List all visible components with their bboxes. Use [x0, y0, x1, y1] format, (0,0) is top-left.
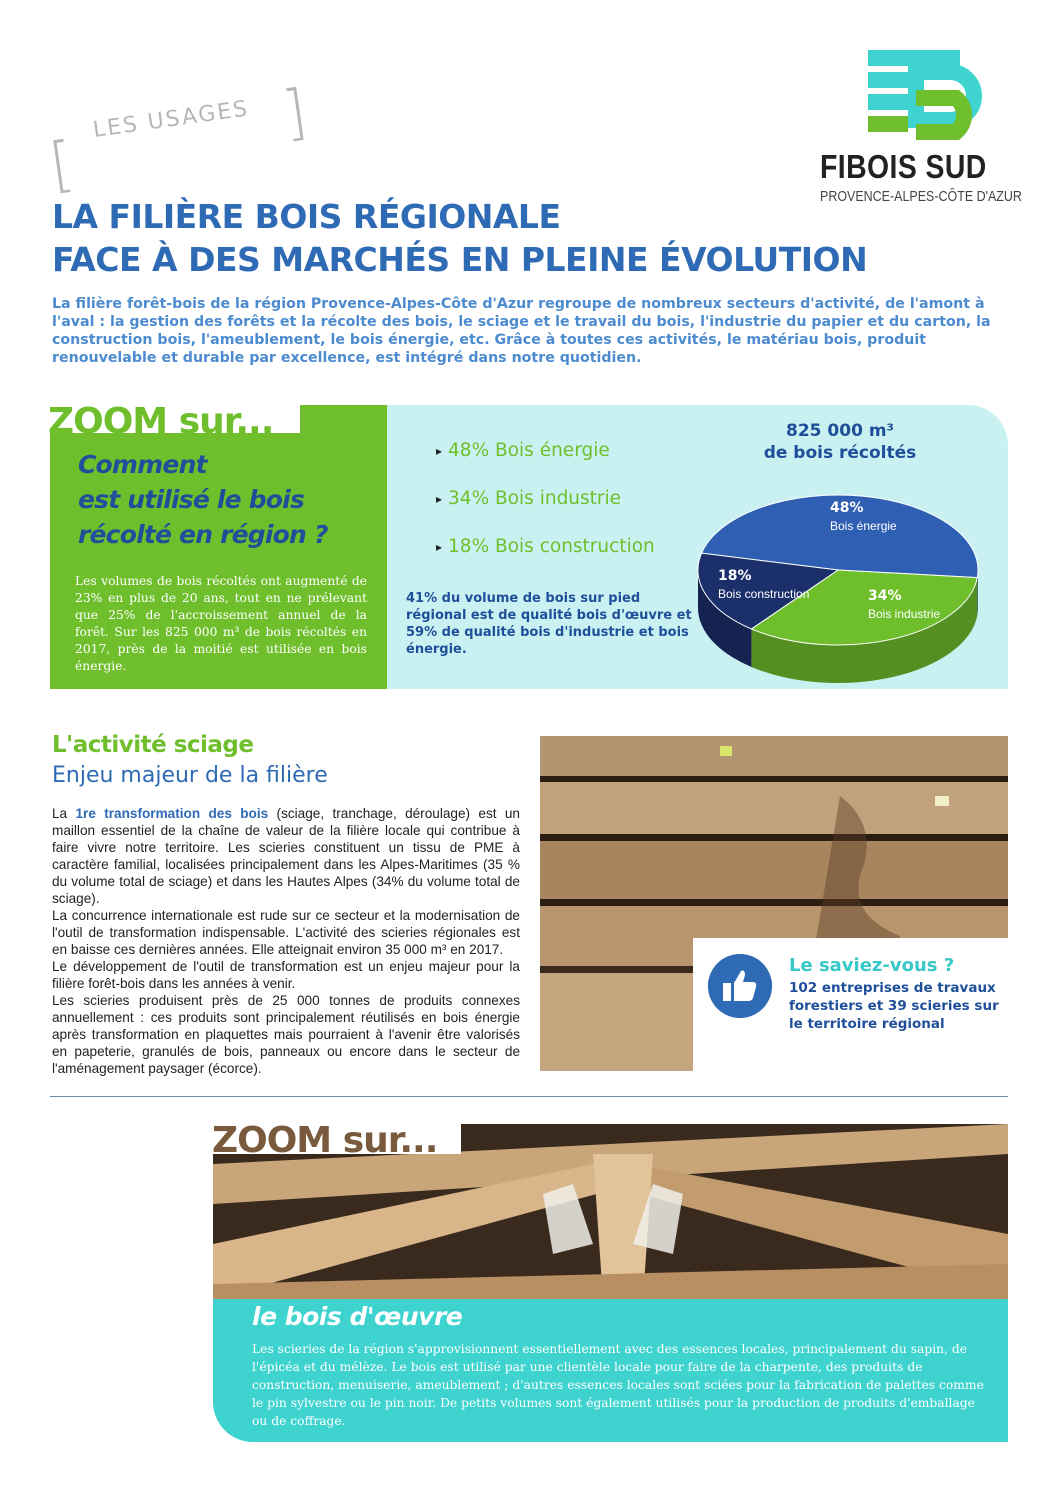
logo-name: FIBOIS SUD	[820, 148, 987, 185]
bullet-label: 48% Bois énergie	[448, 440, 610, 461]
zoom2-title: le bois d'œuvre	[252, 1302, 463, 1331]
pie-title-line2: de bois récoltés	[763, 443, 917, 463]
pie-category-label: Bois construction	[718, 587, 810, 601]
logo-subtitle: PROVENCE-ALPES-CÔTE D'AZUR	[820, 189, 1022, 205]
triangle-right-icon: ▸	[436, 540, 443, 554]
thumbs-up-icon	[708, 954, 772, 1018]
triangle-right-icon: ▸	[436, 444, 443, 458]
zoom1-question-line2: est utilisé le bois	[78, 485, 305, 514]
sciage-paragraph-2: La concurrence internationale est rude sur ce secteur et la modernisation de l'outil de transformation indispensable. L'activité des scieries régionales est en baisse ces dernières années. Elle atteignait environ 35 000 m³ en 2017.	[52, 908, 520, 957]
pie-title-line1: 825 000 m³	[786, 421, 894, 441]
bullet-item	[436, 440, 610, 461]
sciage-paragraph-1	[52, 805, 520, 907]
zoom1-question-line1: Comment	[78, 450, 207, 479]
pie-category-label: Bois industrie	[868, 607, 941, 621]
page-title	[52, 195, 867, 281]
sciage-p1-b: (sciage, tranchage, déroulage) est un maillon essentiel de la chaîne de valeur de la filière locale qui contribue à faire vivre notre territoire. Les scieries constituent un tissu de PME à caractère familial, localisées principalement dans les Alpes-Maritimes (35 % du volume total de sciage) et dans les Hautes Alpes (34% du volume total de sciage).	[52, 806, 520, 906]
did-you-know-text: 102 entreprises de travaux forestiers et 39 scieries sur le territoire régional	[789, 980, 999, 1032]
zoom2-paragraph: Les scieries de la région s'approvisionnent essentiellement avec des essences locales, principalement du sapin, de l'épicéa et du mélèze. Le bois est utilisé par une clientèle locale pour faire de la charpente, des produits de construction, menuiserie, ameublement ; d'autres essences locales sont sciées pour la fabrication de palettes comme le pin sylvestre ou le pin noir. De petits volumes sont également utilisés pour la production de produits d'emballage ou de coffrage.	[252, 1342, 984, 1428]
zoom1-paragraph: Les volumes de bois récoltés ont augmenté de 23% en plus de 20 ans, tout en ne prélevant que 25% de l'accroissement annuel de la forêt. Sur les 825 000 m³ de bois récoltés en 2017, près de la moitié est utilisée en bois énergie.	[75, 574, 367, 673]
pie-category-label: Bois énergie	[830, 519, 897, 533]
sciage-paragraph-3: Le développement de l'outil de transformation est un enjeu majeur pour la filière forêt-bois dans les années à venir.	[52, 959, 520, 991]
page-title-line2: FACE À DES MARCHÉS EN PLEINE ÉVOLUTION	[52, 240, 868, 279]
zoom2-heading-suffix: sur...	[342, 1120, 438, 1161]
triangle-right-icon: ▸	[436, 492, 443, 506]
section-divider	[50, 1096, 1008, 1097]
zoom1-question-line3: récolté en région ?	[78, 520, 328, 549]
sciage-title: L'activité sciage	[52, 732, 254, 758]
zoom1-heading-prefix: ZOOM	[48, 401, 168, 442]
tag-bracket-left: [	[45, 128, 79, 202]
sciage-p1-highlight: 1re transformation des bois	[75, 806, 269, 821]
pie-value-label: 18%	[718, 568, 752, 584]
sciage-body	[52, 805, 520, 1077]
bullet-label: 18% Bois construction	[448, 536, 655, 557]
section-tag: LES USAGES	[91, 96, 251, 143]
pie-value-label: 48%	[830, 500, 864, 516]
zoom1-question	[78, 447, 328, 552]
page-title-line1: LA FILIÈRE BOIS RÉGIONALE	[52, 197, 561, 236]
zoom1-heading	[48, 402, 273, 442]
volume-note	[406, 590, 696, 658]
volume-note-b: régional est de qualité bois d'œuvre et	[406, 608, 692, 623]
sciage-paragraph-4: Les scieries produisent près de 25 000 tonnes de produits connexes annuellement : ces produits sont principalement réutilisés en bois énergie après transformation en plaquettes mais pourraient à l'avenir être valorisés en papeterie, granulés de bois, panneaux ou encore dans le secteur de l'aménagement paysager (écorce).	[52, 993, 520, 1076]
tag-bracket-right: ]	[278, 76, 312, 150]
volume-note-a: 41% du volume de	[406, 591, 546, 606]
volume-note-highlight: bois sur pied	[545, 591, 641, 606]
bullet-label: 34% Bois industrie	[448, 488, 622, 509]
zoom2-heading-prefix: ZOOM	[212, 1120, 332, 1161]
pie-value-label: 34%	[868, 588, 902, 604]
pie-chart	[690, 470, 990, 690]
bullet-item	[436, 488, 621, 509]
did-you-know-title: Le saviez-vous ?	[789, 955, 955, 976]
zoom1-heading-suffix: sur...	[178, 401, 274, 442]
bullet-item	[436, 536, 655, 557]
volume-note-c: 59% de qualité bois d'industrie et bois énergie.	[406, 625, 689, 657]
intro-paragraph: La filière forêt-bois de la région Provence-Alpes-Côte d'Azur regroupe de nombreux secteurs d'activité, de l'amont à l'aval : la gestion des forêts et la récolte des bois, le sciage et le travail du bois, l'industrie du papier et du carton, la construction bois, l'ameublement, le bois énergie, etc. Grâce à toutes ces activités, le matériau bois, produit renouvelable et durable par excellence, est intégré dans notre quotidien.	[52, 296, 991, 366]
sciage-subtitle: Enjeu majeur de la filière	[52, 763, 328, 788]
zoom2-heading	[212, 1121, 437, 1161]
sciage-p1-a: La	[52, 806, 76, 821]
pie-chart-title	[740, 420, 940, 464]
